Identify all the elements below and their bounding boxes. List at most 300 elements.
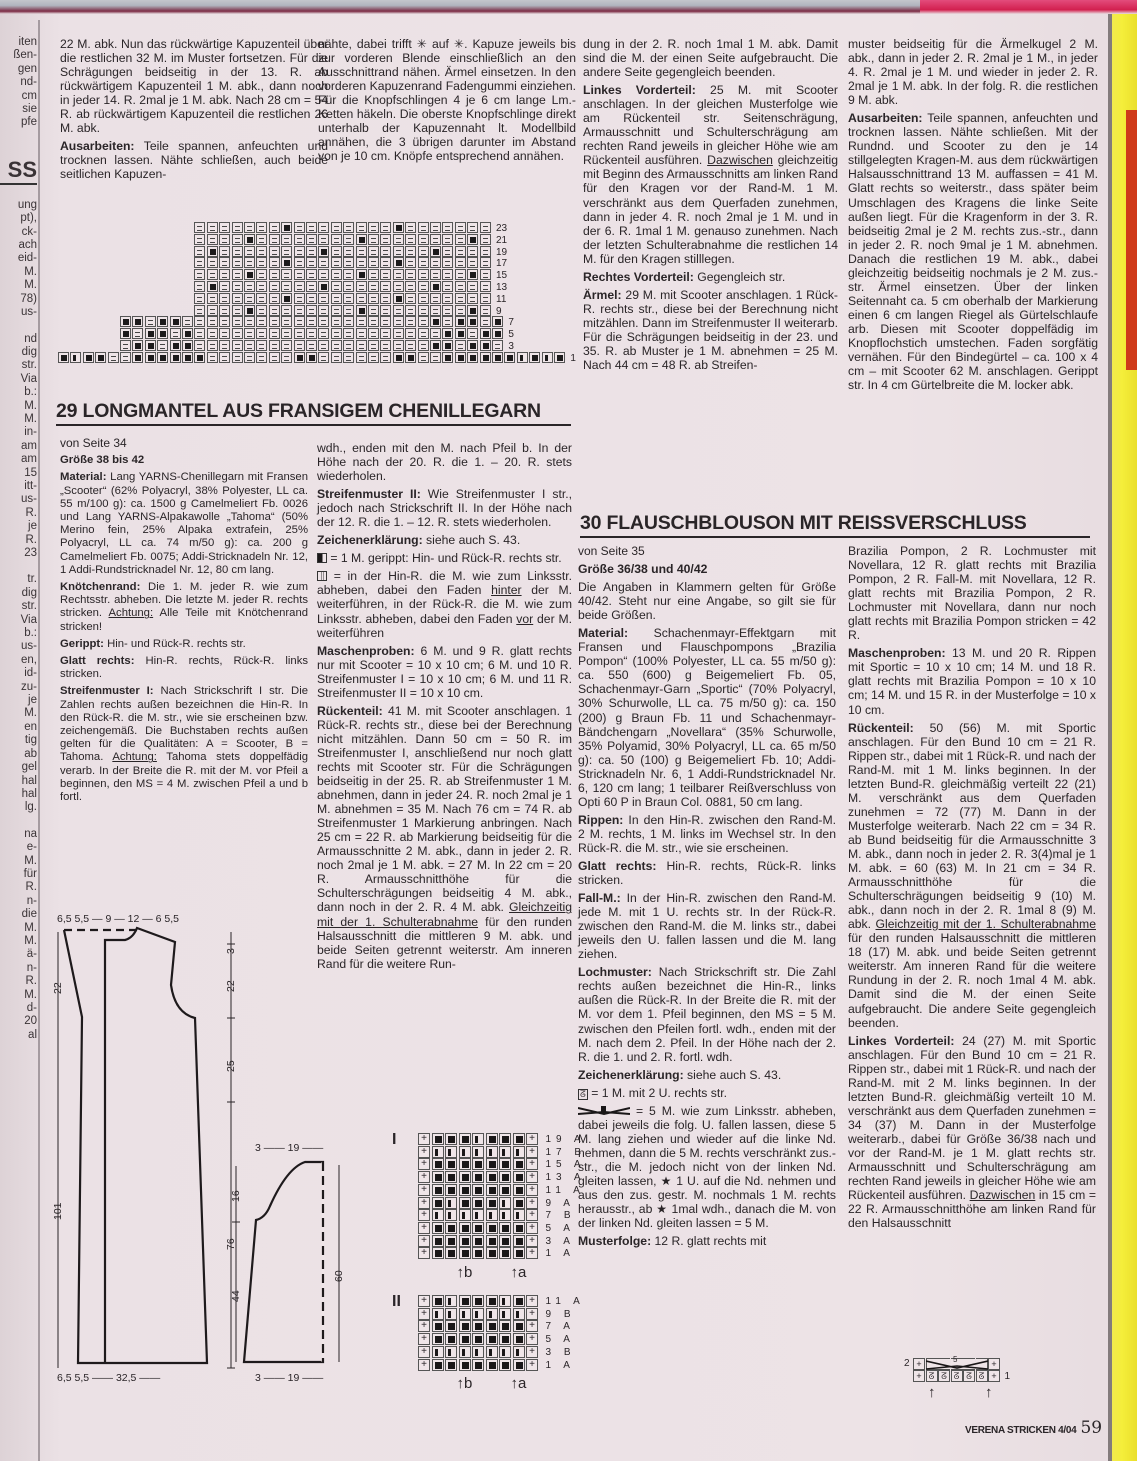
chart-cell (194, 269, 205, 280)
chart-cell (486, 1333, 498, 1345)
chart-cell (244, 293, 255, 304)
chart-cell (306, 352, 317, 363)
chart-cell (232, 293, 243, 304)
chart-cell: + (526, 1359, 538, 1371)
chart-cell (486, 1295, 498, 1307)
top-dimensions: 6,5 5,5 — 9 — 12 — 6 5,5 (57, 913, 179, 925)
chart-row-number: 3 (508, 341, 514, 352)
chart-cell: + (418, 1247, 430, 1259)
chart-row-label: 7 A (545, 1321, 575, 1333)
chart-cell (455, 281, 466, 292)
linkes-vorderteil-paragraph (848, 1034, 1096, 1231)
chart-cell (442, 246, 453, 257)
chart-cell (306, 269, 317, 280)
chart-cell (157, 328, 168, 339)
chart-cell (294, 246, 305, 257)
text: Nach Strickschrift I str. Die Zahlen rechts außen bezeichnen die Hin-R. In den Rück-R. die M. str., wie sie erscheinen bzw. zeichengemäß. Die Buchstaben rechts außen gelten für die Qualitäten: A = Scooter, B = Tahoma. (60, 685, 308, 764)
chart-cell (430, 316, 441, 327)
chart-cell (472, 1235, 484, 1247)
chart-cell (380, 246, 391, 257)
spacer (0, 130, 37, 143)
chart-cell: + (418, 1197, 430, 1209)
prev-page-fragment: 15 (24, 466, 37, 479)
label: Linkes Vorderteil: (848, 1033, 955, 1048)
bottom-dimensions: 6,5 5,5 —— 32,5 —— (57, 1372, 161, 1384)
chart-cell (207, 246, 218, 257)
chart-cell (405, 293, 416, 304)
chart-cell (269, 257, 280, 268)
chart-cell (418, 269, 429, 280)
chart-cell (445, 1295, 457, 1307)
chart-cell (256, 281, 267, 292)
underlined-text: Achtung: (108, 607, 154, 620)
chart-cell (432, 1158, 444, 1170)
chart-cell (219, 305, 230, 316)
chart-label: II (392, 1293, 401, 1310)
chart-row-label: 1 A (545, 1248, 575, 1260)
prev-page-fragment: je (28, 520, 37, 533)
chart-cell (393, 222, 404, 233)
chart-cell (480, 257, 491, 268)
prev-page-fragment: str. (21, 600, 37, 613)
chart-row-label: 13 A (545, 1172, 586, 1184)
chart-cell (480, 281, 491, 292)
dim-armhole: 22 (225, 980, 237, 992)
chart-cell (405, 328, 416, 339)
prev-page-fragment: Via (20, 613, 37, 626)
chart-cell (486, 1247, 498, 1259)
chart-cell (430, 281, 441, 292)
rueckenteil-paragraph (848, 721, 1096, 1030)
chart-cell (269, 305, 280, 316)
chart-cell (472, 1320, 484, 1332)
chart-cell: + (526, 1158, 538, 1170)
chart-cell (405, 281, 416, 292)
chart-cell (232, 305, 243, 316)
chart-cell (194, 293, 205, 304)
glatt-rechts-paragraph (60, 655, 308, 681)
label: Knötchenrand: (60, 581, 141, 594)
chart-row-number: 17 (496, 258, 508, 270)
prev-page-fragment: gen (17, 62, 37, 75)
chart-cell (467, 316, 478, 327)
chart-cell (432, 1320, 444, 1332)
chart-cell: + (418, 1184, 430, 1196)
chart-cell (331, 222, 342, 233)
sleeve-dim-total: 60 (333, 1270, 345, 1282)
chart-cell (294, 352, 305, 363)
chart-cell (232, 246, 243, 257)
chart-cell (194, 257, 205, 268)
chart-cell (356, 257, 367, 268)
chart-cell (207, 352, 218, 363)
chart-cell (459, 1197, 471, 1209)
chart-cell (442, 281, 453, 292)
chart-cell (269, 234, 280, 245)
prev-page-fragment: us- (21, 493, 37, 506)
chart-cell (306, 257, 317, 268)
chart-cell (432, 1235, 444, 1247)
prev-page-fragment: M. (24, 279, 37, 292)
symbol-abheben-paragraph (317, 569, 572, 639)
chart-cell (318, 269, 329, 280)
chart-cell (430, 269, 441, 280)
prev-page-fragment: M. (24, 265, 37, 278)
chart-cell (432, 1247, 444, 1259)
dim-shoulder: 3 (225, 948, 237, 954)
chart-cell (430, 257, 441, 268)
chart-cell (442, 269, 453, 280)
chart-cell (455, 269, 466, 280)
chart-cell (318, 222, 329, 233)
chart-cell (331, 281, 342, 292)
text: Hin- und Rück-R. rechts str. (103, 637, 246, 650)
chart-cell: ᘔ (976, 1370, 988, 1382)
double-yarnover-icon: ᘔ (580, 1088, 586, 1099)
prev-page-fragment: e- (26, 841, 37, 854)
chart-cell (445, 1346, 457, 1358)
chart-row-label: 3 B (545, 1346, 576, 1358)
chart-cell (513, 1197, 525, 1209)
rippen-paragraph (578, 813, 836, 855)
material-paragraph (578, 626, 836, 809)
prev-page-fragment: na (24, 827, 37, 840)
chart-cell (455, 340, 466, 351)
chart-cell (467, 234, 478, 245)
chart-cell (368, 328, 379, 339)
arrow-a-icon: ↑a (510, 1375, 527, 1393)
chart-cell (472, 1184, 484, 1196)
chart-cell (356, 293, 367, 304)
prev-page-fragment: je (28, 694, 37, 707)
chart-cell (232, 352, 243, 363)
chart-cell (256, 328, 267, 339)
chart-cell (306, 340, 317, 351)
chart-cell (480, 328, 491, 339)
label: Musterfolge: (578, 1234, 652, 1249)
arrow-b-icon: ↑b (456, 1264, 473, 1281)
chart-cell (343, 293, 354, 304)
chart-cell (132, 316, 143, 327)
chart-cell (368, 234, 379, 245)
label: Streifenmuster II: (317, 487, 421, 502)
chart-cell (120, 340, 131, 351)
chart-cell (145, 352, 156, 363)
chart-cell (269, 340, 280, 351)
chart-row-number: 21 (496, 234, 508, 246)
prev-page-fragment: 78) (20, 292, 37, 305)
chart-cell (219, 352, 230, 363)
chart-cell (256, 352, 267, 363)
chart-cell (472, 1158, 484, 1170)
prev-page-fragment: nd (24, 332, 37, 345)
chart-cell (513, 1346, 525, 1358)
section-29-column-1 (60, 437, 308, 808)
chart-cell (256, 305, 267, 316)
chart-cell (232, 257, 243, 268)
prev-page-fragment: nd- (20, 76, 37, 89)
chart-cell (368, 269, 379, 280)
chart-cell (486, 1359, 498, 1371)
chart-cell (480, 305, 491, 316)
chart-cell (445, 1333, 457, 1345)
chart-cell (432, 1171, 444, 1183)
chart-row-label: 7 B (545, 1210, 576, 1222)
chart-cell (244, 305, 255, 316)
chart-cell (207, 316, 218, 327)
chart-cell (331, 340, 342, 351)
chart-cell: + (418, 1320, 430, 1332)
zeichenerklaerung-paragraph (578, 1068, 836, 1082)
chart-cell (499, 1222, 511, 1234)
chart-cell (207, 269, 218, 280)
prev-page-fragment: hal (21, 787, 37, 800)
chart-cell (472, 1171, 484, 1183)
chart-cell (405, 257, 416, 268)
chart-cell (467, 246, 478, 257)
chart-cell (418, 234, 429, 245)
chart-cell (418, 328, 429, 339)
chart-cell (472, 1247, 484, 1259)
chart-cell (459, 1158, 471, 1170)
label: Rippen: (578, 812, 624, 827)
chart-cell (207, 257, 218, 268)
chart-cell (380, 222, 391, 233)
text: In der Hin-R. zwischen den Rand-M. jede M. mit 1 U. rechts str. In der Rück-R. zwischen den Rand-M. die M. links str., dabei jeweils den U. fallen lassen und die M. lang ziehen. (578, 891, 836, 962)
chart-cell (356, 316, 367, 327)
chart-cell (445, 1133, 457, 1145)
aermelkugel-paragraph: muster beidseitig für die Ärmelkugel 2 M. abk., dann in jeder 2. R. 2mal je 1 M., in jeder 4. R. 2mal je 1 M. und wieder in jeder 2. R. 2mal je 1 M. abk. In der folg. R. die restlichen 9 M. abk. (848, 37, 1098, 108)
chart-cell (418, 257, 429, 268)
chart-cell (480, 316, 491, 327)
label: Streifenmuster I: (60, 685, 154, 698)
magazine-name: VERENA STRICKEN 4/04 (965, 1425, 1077, 1436)
chart-cell (467, 281, 478, 292)
label: Zeichenerklärung: (578, 1067, 684, 1082)
chart-cell: + (418, 1209, 430, 1221)
text: Lang YARNS-Chenillegarn mit Fransen „Scooter“ (62% Polyacryl, 38% Polyester, LL ca. 55 m/100 g): ca. 1500 g Camelmeliert Fb. 0026 und Lang YARNS-Alpakawolle „Tahoma“ (50% Merino fein, 25% Alpaka extrafein, 25% Polyacryl, LL ca. 74 m/50 g): ca. 200 g Camelmeliert Fb. 0075; Addi-Stricknadeln Nr. 12, 1 Addi-Rundstricknadel Nr. 12, 80 cm lang. (60, 471, 308, 576)
chart-cell (170, 352, 181, 363)
chart-row-label: 1 A (545, 1359, 575, 1371)
chart-cell (467, 328, 478, 339)
chart-cell (445, 1359, 457, 1371)
chart-cell (459, 1308, 471, 1320)
chart-cell (356, 352, 367, 363)
chart-cell (480, 269, 491, 280)
chart-cell (318, 316, 329, 327)
chart-cell (281, 257, 292, 268)
chart-cell (294, 281, 305, 292)
underlined-text: Gleichzeitig mit der 1. Schulterabnahme (875, 917, 1096, 932)
chart-row-label: 9 B (545, 1308, 576, 1320)
chart-cell (445, 1308, 457, 1320)
chart-cell (120, 316, 131, 327)
chart-cell (455, 316, 466, 327)
chart-cell (472, 1222, 484, 1234)
chart-cell (393, 352, 404, 363)
chart-cell (194, 305, 205, 316)
chart-cell (418, 281, 429, 292)
prev-page-fragment: lg. (24, 801, 37, 814)
chart-cell (467, 222, 478, 233)
chart-cell (393, 305, 404, 316)
chart-cell: + (913, 1358, 925, 1370)
chart-cell (368, 293, 379, 304)
chart-cell (445, 1197, 457, 1209)
chart-cell: + (526, 1171, 538, 1183)
prev-page-fragment: 23 (24, 547, 37, 559)
chart-cell (269, 222, 280, 233)
chart-cell: + (526, 1295, 538, 1307)
rundung-paragraph: dung in der 2. R. noch 1mal 1 M. abk. Damit sind die M. der einen Seite aufgebraucht. Die andere Seite gegengleich beenden. (583, 37, 838, 80)
chart-cell (232, 269, 243, 280)
top-column-2 (318, 37, 576, 167)
chart-cell: + (418, 1235, 430, 1247)
chart-cell (331, 305, 342, 316)
chart-cell (194, 352, 205, 363)
chart-cell: + (526, 1197, 538, 1209)
label: Gerippt: (60, 637, 104, 650)
chart-cell (455, 234, 466, 245)
section-29-title: 29 LONGMANTEL AUS FRANSIGEM CHENILLEGARN (56, 400, 571, 426)
chart-cell (486, 1308, 498, 1320)
chart-cell: + (526, 1346, 538, 1358)
chart-cell (58, 352, 69, 363)
chart-cell (281, 305, 292, 316)
chart-cell (219, 281, 230, 292)
top-column-1 (60, 37, 328, 185)
prev-page-fragment: d- (26, 1002, 37, 1014)
chart-cell (356, 222, 367, 233)
chart-cell (492, 340, 503, 351)
chart-cell (194, 316, 205, 327)
chart-cell (499, 1184, 511, 1196)
chart-cell (256, 257, 267, 268)
chart-cell (145, 340, 156, 351)
chart-cell (232, 316, 243, 327)
chart-cell (445, 1320, 457, 1332)
prev-page-fragment: zu- (21, 680, 37, 693)
previous-page-fragment-column (0, 36, 37, 1042)
chart-cell (380, 328, 391, 339)
chart-cell (294, 293, 305, 304)
from-page: von Seite 35 (578, 544, 645, 558)
chart-cell (343, 257, 354, 268)
chart-cell (445, 1146, 457, 1158)
underlined-text: Gleichzeitig mit der 1. Schulterabnahme (317, 900, 572, 929)
chart-cell: + (418, 1295, 430, 1307)
chart-cell (486, 1320, 498, 1332)
prev-page-fragment: R. (25, 975, 37, 988)
chart-cell (294, 328, 305, 339)
chart-cell (157, 316, 168, 327)
chart-cell (393, 281, 404, 292)
next-page-edge-accent (1126, 110, 1137, 370)
chart-cell (356, 340, 367, 351)
top-column-3 (583, 37, 838, 376)
chart-cell (306, 222, 317, 233)
chart-cell (132, 352, 143, 363)
chart-cell (294, 305, 305, 316)
chart-cell (455, 305, 466, 316)
chart-cell (256, 222, 267, 233)
text: für den runden Halsausschnitt die mittleren 18 (17) M. abk. und beide Seiten getrennt weiterstr. Am inneren Rand für die weitere Rundung in der 2. R. noch 1mal 4 M. abk. Damit sind die M. der einen Seite aufgebraucht. Die andere Seite gegengleich beenden. (848, 931, 1096, 1030)
chart-cell (467, 257, 478, 268)
chart-cell: + (988, 1370, 1000, 1382)
prev-page-fragment: us- (21, 640, 37, 653)
chart-cell (219, 222, 230, 233)
chart-cell (432, 1222, 444, 1234)
page-tab-strip (920, 0, 1137, 14)
chart-row-label: 11 A (545, 1184, 585, 1196)
chart-cell: + (988, 1358, 1000, 1370)
chart-cell (472, 1295, 484, 1307)
chart-cell (356, 234, 367, 245)
chart-cell (343, 316, 354, 327)
chart-cell (513, 1359, 525, 1371)
chart-cell (368, 222, 379, 233)
chart-row-label: 5 A (545, 1334, 575, 1346)
chart-cell (318, 293, 329, 304)
prev-page-fragment: ßen- (13, 49, 37, 62)
symbol-2u-paragraph (578, 1086, 836, 1100)
chart-cell (432, 1184, 444, 1196)
chart-cell (467, 293, 478, 304)
chart-cell: ᘔ (963, 1370, 975, 1382)
chart-cell (281, 340, 292, 351)
dim-total-length: 101 (52, 1202, 64, 1220)
chart-row-number: 1 (1004, 1371, 1011, 1382)
text: Gegengleich str. (693, 269, 786, 284)
chart-cell (513, 1171, 525, 1183)
chart-cell (306, 328, 317, 339)
chart-cell (182, 352, 193, 363)
chart-row-number: 9 (496, 305, 502, 317)
chart-cell (513, 1209, 525, 1221)
chart-row-label: 11 A (545, 1296, 585, 1307)
chart-cell (513, 1158, 525, 1170)
chart-cell: + (418, 1222, 430, 1234)
text: 41 M. mit Scooter anschlagen. 1 Rück-R. rechts str., diese bei der Berechnung nicht mitzählen. Dann 50 cm = 50 R. im Streifenmuster I, anschließend nur noch glatt rechts mit Scooter str. Für die Schrägungen beidseitig in der 25. R. ab Streifenmuster 1 M. abnehmen, dann in jeder 24. R. noch 2mal je 1 M. abnehmen = 35 M. Nach 76 cm = 74 R. ab Streifenmuster 1 Markierung anbringen. Nach 25 cm = 22 R. ab Markierung beidseitig für die Armausschnitte 2 M. abk., dann in jeder 2. R. noch 2mal je 1 M. abk. = 27 M. In 22 cm = 20 R. Armausschnitthöhe für die Schulterschrägungen beidseitig 4 M. abk., dann noch in der 2. R. 4 M. abk. (317, 703, 572, 915)
chart-cell (368, 246, 379, 257)
chart-cell (486, 1346, 498, 1358)
chart-cell (356, 246, 367, 257)
chart-cell (207, 281, 218, 292)
label: Rückenteil: (848, 720, 914, 735)
aermel-paragraph (583, 288, 838, 372)
text: siehe auch S. 43. (683, 1067, 782, 1082)
label: Ausarbeiten: (60, 139, 135, 154)
chart-cell (318, 246, 329, 257)
text: = 1 M. gerippt: Hin- und Rück-R. rechts str. (327, 551, 562, 566)
chart-cell (170, 316, 181, 327)
chart-cell (432, 1295, 444, 1307)
chart-cell (207, 293, 218, 304)
chart-cell (442, 222, 453, 233)
size-label: Größe 38 bis 42 (60, 454, 145, 467)
chart-cell (459, 1247, 471, 1259)
chart-cell (294, 257, 305, 268)
chart-cell (108, 352, 119, 363)
chart-cell: + (418, 1346, 430, 1358)
chart-row-label: 5 A (545, 1222, 575, 1234)
chart-cell (405, 305, 416, 316)
prev-page-fragment: pt), (20, 212, 37, 225)
chart-cell (244, 328, 255, 339)
text: Wie Streifenmuster I str., jedoch nach Strickschrift II. In der Höhe nach der 12. R. die 1. – 12. R. stets wiederholen. (317, 487, 572, 530)
prev-page-fragment: dig (21, 345, 37, 358)
chart-cell (459, 1209, 471, 1221)
